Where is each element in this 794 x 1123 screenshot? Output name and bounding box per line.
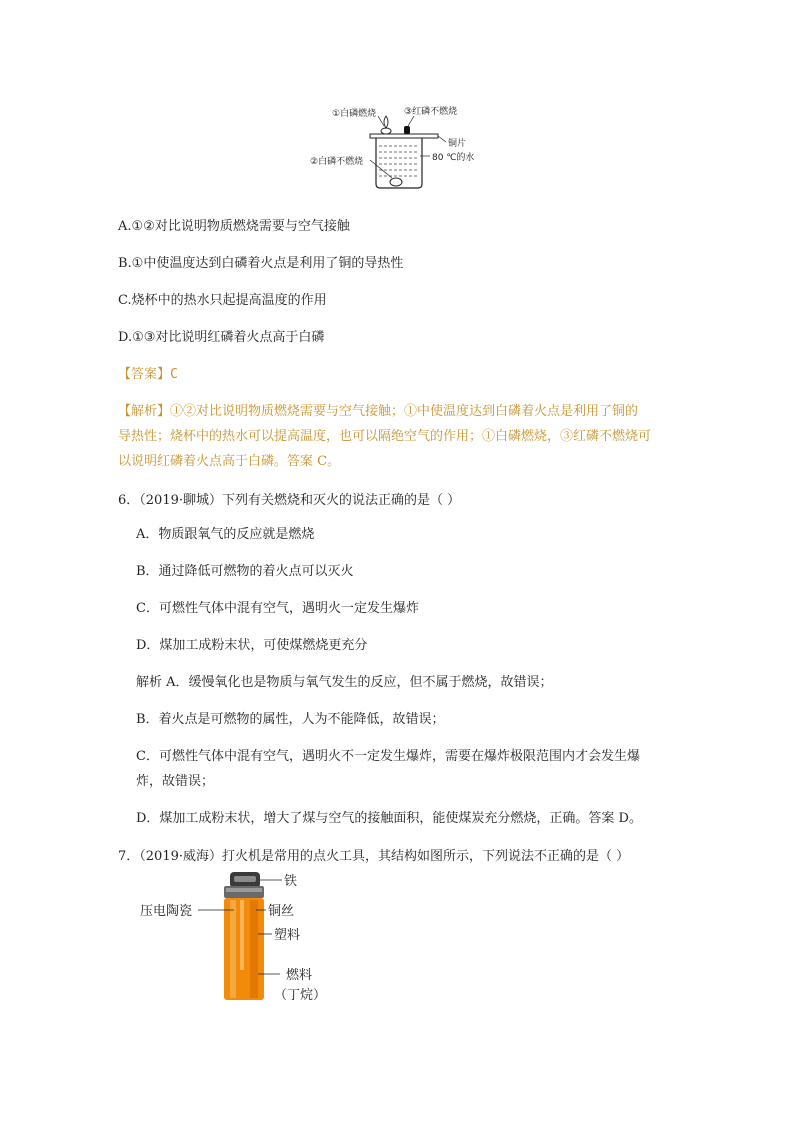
combustion-experiment-figure [308,102,508,194]
q6-analysis-a: 解析 A．缓慢氧化也是物质与氧气发生的反应，但不属于燃烧，故错误； [136,675,553,690]
analysis-tag: 【解析】 [118,404,171,419]
copper-plate [370,134,438,138]
white-phosphorus-burning [381,128,391,134]
lighter-figure [138,868,338,1006]
label-plastic: 塑料 [274,928,301,943]
label-white-phosphorus-underwater: ②白磷不燃烧 [310,157,364,167]
flame-icon [384,116,388,128]
q6-option-b: B．通过降低可燃物的着火点可以灭火 [136,564,354,579]
answer-value: C [170,367,178,382]
label-butane: （丁烷） [274,988,327,1003]
label-red-phosphorus: ③红磷不燃烧 [404,107,458,117]
q6-analysis-c: C．可燃性气体中混有空气，遇明火不一定发生爆炸，需要在爆炸极限范围内才会发生爆 [136,749,640,764]
q5-analysis-line-2: 导热性；烧杯中的热水可以提高温度，也可以隔绝空气的作用；①白磷燃烧，③红磷不燃烧可 [118,429,652,444]
hot-water [379,146,419,176]
label-iron: 铁 [284,874,298,889]
label-hot-water: 80 ℃的水 [432,153,475,163]
label-fuel: 燃料 [286,968,313,983]
q5-option-d: D.①③对比说明红磷着火点高于白磷 [118,330,325,345]
q6-option-c: C．可燃性气体中混有空气，遇明火一定发生爆炸 [136,601,419,616]
q5-option-a: A.①②对比说明物质燃烧需要与空气接触 [118,219,350,234]
label-copper-wire: 铜丝 [268,904,295,919]
label-white-phosphorus-burning: ①白磷燃烧 [332,109,377,119]
q5-option-b: B.①中使温度达到白磷着火点是利用了铜的导热性 [118,256,404,271]
q7-stem: 7．（2019·威海）打火机是常用的点火工具，其结构如图所示，下列说法不正确的是（ ） [118,849,630,864]
answer-tag: 【答案】 [118,367,171,382]
q5-answer [118,366,178,384]
label-piezo-ceramic: 压电陶瓷 [140,904,193,919]
analysis-text-1: ①②对比说明物质燃烧需要与空气接触；①中使温度达到白磷着火点是利用了铜的 [170,404,639,419]
q5-analysis-line-1 [118,403,638,421]
label-copper-plate: 铜片 [448,139,467,149]
q5-analysis-line-3: 以说明红磷着火点高于白磷。答案 C。 [118,454,341,469]
q6-analysis-c-cont: 炸，故错误； [136,774,215,789]
q6-analysis-b: B．着火点是可燃物的属性，人为不能降低，故错误； [136,712,445,727]
q5-option-c: C.烧杯中的热水只起提高温度的作用 [118,293,327,308]
q6-option-a: A．物质跟氧气的反应就是燃烧 [136,527,315,542]
white-phosphorus-underwater [390,178,402,186]
q6-stem: 6．（2019·聊城）下列有关燃烧和灭火的说法正确的是（ ） [118,493,461,508]
red-phosphorus [404,126,410,134]
q6-option-d: D．煤加工成粉末状，可使煤燃烧更充分 [136,638,368,653]
q6-analysis-d: D．煤加工成粉末状，增大了煤与空气的接触面积，能使煤炭充分燃烧，正确。答案 D。 [136,811,642,826]
